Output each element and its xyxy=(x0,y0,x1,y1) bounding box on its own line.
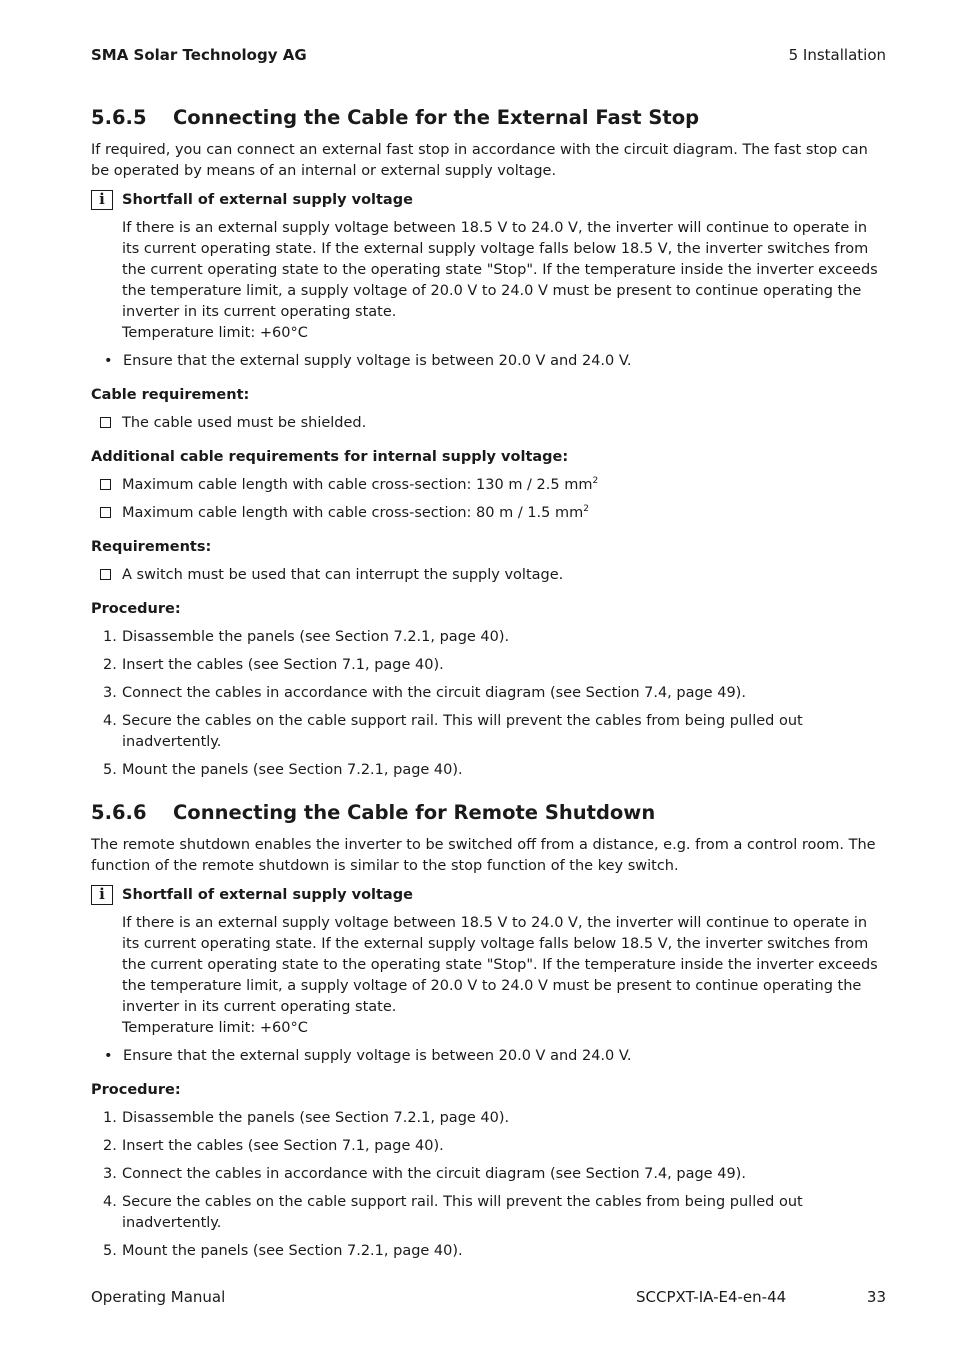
step-text: Secure the cables on the cable support rail. This will prevent the cables from being pulled out inadvertently. xyxy=(122,1194,803,1231)
step-text: Secure the cables on the cable support rail. This will prevent the cables from being pulled out inadvertently. xyxy=(122,713,803,750)
note-body xyxy=(122,913,886,1039)
procedure-step xyxy=(91,1192,886,1234)
note-temp-limit: Temperature limit: +60°C xyxy=(122,325,308,341)
note-title: Shortfall of external supply voltage xyxy=(122,192,413,208)
checkbox-icon xyxy=(100,479,111,490)
step-number: 4. xyxy=(103,713,117,729)
procedure-step xyxy=(91,1136,886,1157)
checklist-item xyxy=(91,565,886,586)
section-number: 5.6.6 xyxy=(91,801,147,824)
step-text: Mount the panels (see Section 7.2.1, page 40). xyxy=(122,762,463,778)
step-number: 5. xyxy=(103,1243,117,1259)
page-content xyxy=(91,104,886,1262)
superscript: 2 xyxy=(592,476,599,486)
section-intro: If required, you can connect an external fast stop in accordance with the circuit diagram. The fast stop can be operated by means of an internal or external supply voltage. xyxy=(91,142,868,179)
step-text: Disassemble the panels (see Section 7.2.1, page 40). xyxy=(122,629,510,645)
procedure-label: Procedure: xyxy=(91,601,181,617)
footer-document-code: SCCPXT-IA-E4-en-44 xyxy=(636,1288,787,1306)
step-number: 5. xyxy=(103,762,117,778)
step-text: Connect the cables in accordance with the circuit diagram (see Section 7.4, page 49). xyxy=(122,1166,746,1182)
procedure-label: Procedure: xyxy=(91,1082,181,1098)
footer-document-title: Operating Manual xyxy=(91,1288,226,1306)
procedure-step xyxy=(91,683,886,704)
procedure-step xyxy=(91,760,886,781)
step-number: 2. xyxy=(103,657,117,673)
step-text: Disassemble the panels (see Section 7.2.1, page 40). xyxy=(122,1110,510,1126)
section-intro: The remote shutdown enables the inverter to be switched off from a distance, e.g. from a control room. The function of the remote shutdown is similar to the stop function of the key switch. xyxy=(91,837,876,874)
step-text: Insert the cables (see Section 7.1, page 40). xyxy=(122,657,444,673)
info-icon: i xyxy=(91,885,113,905)
procedure-step xyxy=(91,1108,886,1129)
info-note xyxy=(91,885,886,1039)
note-text: If there is an external supply voltage between 18.5 V to 24.0 V, the inverter will continue to operate in its current operating state. If the external supply voltage falls below 18.5 V, the inverter switches from the current operating state to the operating state "Stop". If the temperature inside the inverter exceeds the temperature limit, a supply voltage of 20.0 V to 24.0 V must be present to continue operating the inverter in its current operating state. xyxy=(122,915,878,1015)
checkbox-icon xyxy=(100,569,111,580)
header-chapter: 5 Installation xyxy=(788,46,886,64)
procedure-step xyxy=(91,1164,886,1185)
checklist-item xyxy=(91,503,886,524)
checklist-text: The cable used must be shielded. xyxy=(122,415,367,431)
header-company: SMA Solar Technology AG xyxy=(91,46,307,64)
procedure-step xyxy=(91,711,886,753)
superscript: 2 xyxy=(583,504,589,514)
section-title: Connecting the Cable for the External Fast Stop xyxy=(173,106,700,129)
section-title: Connecting the Cable for Remote Shutdown xyxy=(173,801,656,824)
checkbox-icon xyxy=(100,507,111,518)
step-number: 3. xyxy=(103,1166,117,1182)
cable-requirement-label: Cable requirement: xyxy=(91,387,250,403)
bullet-item: • Ensure that the external supply voltage is between 20.0 V and 24.0 V. xyxy=(91,1046,886,1067)
step-number: 2. xyxy=(103,1138,117,1154)
procedure-step xyxy=(91,1241,886,1262)
step-text: Connect the cables in accordance with the circuit diagram (see Section 7.4, page 49). xyxy=(122,685,746,701)
info-note xyxy=(91,190,886,344)
note-temp-limit: Temperature limit: +60°C xyxy=(122,1020,308,1036)
bullet-item: • Ensure that the external supply voltage is between 20.0 V and 24.0 V. xyxy=(91,351,886,372)
checklist-item xyxy=(91,413,886,434)
procedure-step xyxy=(91,655,886,676)
checklist-text: Maximum cable length with cable cross-section: 80 m / 1.5 mm xyxy=(122,505,584,521)
footer-page-number: 33 xyxy=(866,1288,886,1306)
procedure-step xyxy=(91,627,886,648)
checklist-item xyxy=(91,475,886,496)
note-text: If there is an external supply voltage between 18.5 V to 24.0 V, the inverter will continue to operate in its current operating state. If the external supply voltage falls below 18.5 V, the inverter switches from the current operating state to the operating state "Stop". If the temperature inside the inverter exceeds the temperature limit, a supply voltage of 20.0 V to 24.0 V must be present to continue operating the inverter in its current operating state. xyxy=(122,220,878,320)
info-icon: i xyxy=(91,190,113,210)
step-text: Mount the panels (see Section 7.2.1, page 40). xyxy=(122,1243,463,1259)
note-body xyxy=(122,218,886,344)
note-title: Shortfall of external supply voltage xyxy=(122,887,413,903)
section-number: 5.6.5 xyxy=(91,106,147,129)
additional-requirements-label: Additional cable requirements for internal supply voltage: xyxy=(91,449,569,465)
checklist-text: A switch must be used that can interrupt the supply voltage. xyxy=(122,567,564,583)
requirements-label: Requirements: xyxy=(91,539,212,555)
step-number: 1. xyxy=(103,629,117,645)
step-text: Insert the cables (see Section 7.1, page 40). xyxy=(122,1138,444,1154)
section-heading-5-6-5 xyxy=(91,104,886,132)
step-number: 4. xyxy=(103,1194,117,1210)
step-number: 3. xyxy=(103,685,117,701)
checklist-text: Maximum cable length with cable cross-section: 130 m / 2.5 mm xyxy=(122,477,593,493)
section-heading-5-6-6 xyxy=(91,799,886,827)
step-number: 1. xyxy=(103,1110,117,1126)
checkbox-icon xyxy=(100,417,111,428)
